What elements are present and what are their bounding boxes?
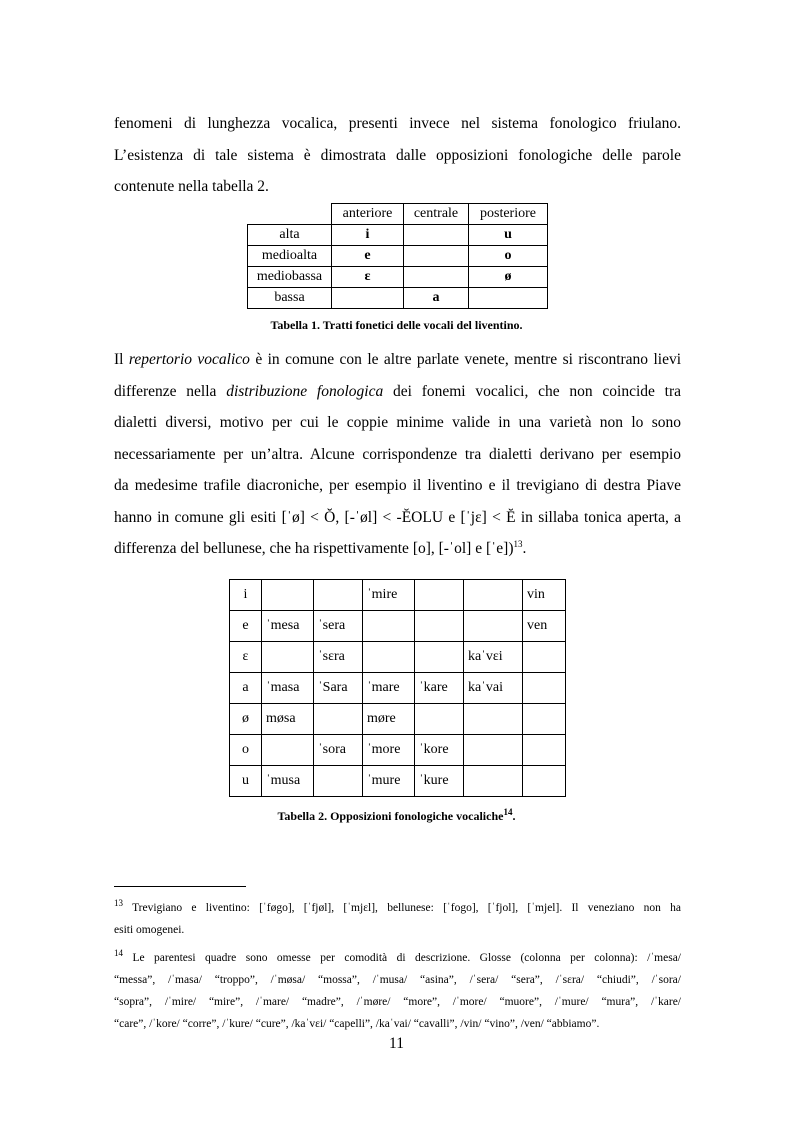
table-corner-cell (248, 204, 332, 225)
table-row (230, 735, 566, 766)
footnote-separator (114, 886, 246, 887)
table-cell: ven (523, 611, 566, 642)
table-cell (363, 642, 415, 673)
table-cell: ˈkare (415, 673, 464, 704)
vowel-cell: ɛ (230, 642, 262, 673)
column-header: centrale (404, 204, 469, 225)
vowel-cell: u (230, 766, 262, 797)
table-cell (469, 288, 548, 309)
table-cell: ˈmure (363, 766, 415, 797)
table-cell: ˈmusa (262, 766, 314, 797)
footnote-ref-14[interactable]: 14 (503, 807, 513, 817)
table-cell (404, 225, 469, 246)
text-run: . (522, 540, 527, 557)
footnote-number: 13 (114, 898, 123, 909)
vowel-features-table (247, 203, 548, 309)
table-cell: ˈmesa (262, 611, 314, 642)
table-row (248, 288, 548, 309)
column-header: posteriore (469, 204, 548, 225)
table-row (248, 267, 548, 288)
table-cell (523, 766, 566, 797)
table-cell: ˈsera (314, 611, 363, 642)
text-line: “messa”, /ˈmasa/ “troppo”, /ˈmøsa/ “mossa”, /ˈmusa/ “asina”, /ˈsera/ “sera”, /ˈsɛra/ “chiudi”, /ˈsora/ (114, 974, 681, 986)
text-line: “care”, /ˈkore/ “corre”, /ˈkure/ “cure”, /kaˈvɛi/ “capelli”, /kaˈvai/ “cavalli”, /vin/ “vino”, /ven/ “abbiamo”. (114, 1018, 600, 1030)
text-line (114, 897, 681, 919)
table-cell (464, 704, 523, 735)
paragraph-2 (114, 344, 681, 565)
text-line: fenomeni di lunghezza vocalica, presenti invece nel sistema fonologico friulano. (114, 115, 681, 132)
table-cell: ˈsɛra (314, 642, 363, 673)
text-line: esiti omogenei. (114, 924, 185, 936)
table-cell (314, 704, 363, 735)
table-cell: vin (523, 580, 566, 611)
text-line: necessariamente per un’altra. Alcune corrispondenze tra dialetti derivano per esempio (114, 445, 681, 463)
table-row (230, 611, 566, 642)
table-cell: ˈmare (363, 673, 415, 704)
table-1-caption: Tabella 1. Tratti fonetici delle vocali del liventino. (270, 318, 523, 332)
text-line (114, 533, 681, 565)
text-line: L’esistenza di tale sistema è dimostrata dalle opposizioni fonologiche delle parole (114, 146, 681, 164)
table-cell (415, 704, 464, 735)
table-header-row (248, 204, 548, 225)
table-row (230, 704, 566, 735)
text-run: Le parentesi quadre sono omesse per comodità di descrizione. Glosse (colonna per colonna): /ˈmesa/ (132, 952, 681, 964)
footnote-14 (114, 947, 681, 1035)
row-header: bassa (248, 288, 332, 309)
text-line: da medesime trafile diacroniche, per esempio il liventino e il trevigiano di destra Piave (114, 477, 681, 494)
vowel-cell: a (230, 673, 262, 704)
italic-term: distribuzione fonologica (226, 382, 384, 400)
table-cell (464, 611, 523, 642)
caption-text: Tabella 2. Opposizioni fonologiche vocaliche (277, 809, 504, 823)
text-line (114, 947, 681, 969)
table-cell (262, 735, 314, 766)
table-cell (332, 288, 404, 309)
table-cell: i (332, 225, 404, 246)
table-row (248, 225, 548, 246)
table-cell (523, 704, 566, 735)
table-cell (314, 766, 363, 797)
table-row (230, 580, 566, 611)
table-cell (523, 673, 566, 704)
table-cell: ˈmasa (262, 673, 314, 704)
table-row (230, 766, 566, 797)
table-cell: ɛ (332, 267, 404, 288)
footnote-number: 14 (114, 948, 123, 959)
text-run: differenza del bellunese, che ha rispettivamente [o], [-ˈol] e [ˈe]) (114, 540, 514, 557)
row-header: alta (248, 225, 332, 246)
table-cell: ˈsora (314, 735, 363, 766)
text-run: Trevigiano e liventino: [ˈføgo], [ˈfjøl], [ˈmjɛl], bellunese: [ˈfogo], [ˈfjol], [ˈmjel]. Il veneziano non ha (132, 902, 681, 914)
table-cell: kaˈvai (464, 673, 523, 704)
text-line (114, 376, 681, 408)
table-cell (415, 611, 464, 642)
table-cell (262, 580, 314, 611)
table-cell (363, 611, 415, 642)
table-cell: møre (363, 704, 415, 735)
table-cell: a (404, 288, 469, 309)
table-cell (523, 642, 566, 673)
table-cell (523, 735, 566, 766)
table-cell (464, 766, 523, 797)
column-header: anteriore (332, 204, 404, 225)
text-run: dei fonemi vocalici, che non coincide tra (383, 382, 682, 400)
table-cell (314, 580, 363, 611)
italic-term: repertorio vocalico (128, 351, 250, 368)
footnote-13 (114, 897, 681, 941)
text-line: dialetti diversi, motivo per cui le coppie minime valide in una varietà non lo sono (114, 414, 681, 431)
text-run: è in comune con le altre parlate venete, mentre si riscontrano lievi (249, 351, 682, 368)
table-row (248, 246, 548, 267)
table-2-caption (200, 809, 593, 824)
table-cell (404, 246, 469, 267)
row-header: mediobassa (248, 267, 332, 288)
table-cell: e (332, 246, 404, 267)
vowel-cell: o (230, 735, 262, 766)
text-line: contenute nella tabella 2. (114, 178, 269, 195)
table-row (230, 673, 566, 704)
table-cell: ˈmore (363, 735, 415, 766)
table-row (230, 642, 566, 673)
vowel-cell: e (230, 611, 262, 642)
vowel-cell: ø (230, 704, 262, 735)
text-run: Il (114, 351, 129, 368)
table-cell: ˈmire (363, 580, 415, 611)
text-line: “sopra”, /ˈmire/ “mire”, /ˈmare/ “madre”, /ˈmøre/ “more”, /ˈmore/ “muore”, /ˈmure/ “mura”, /ˈkare/ (114, 996, 681, 1008)
table-cell (415, 580, 464, 611)
text-line: hanno in comune gli esiti [ˈø] < Ŏ, [-ˈøl] < -ĔOLU e [ˈjɛ] < Ĕ in sillaba tonica aperta, a (114, 508, 681, 526)
table-cell: kaˈvɛi (464, 642, 523, 673)
row-header: medioalta (248, 246, 332, 267)
table-cell (464, 580, 523, 611)
text-run: differenze nella (114, 382, 227, 400)
table-cell: ˈkore (415, 735, 464, 766)
table-cell: ø (469, 267, 548, 288)
table-cell (404, 267, 469, 288)
table-cell: ˈSara (314, 673, 363, 704)
table-cell: ˈkure (415, 766, 464, 797)
table-cell (464, 735, 523, 766)
footnote-ref-13[interactable]: 13 (513, 538, 523, 549)
phonological-oppositions-table (229, 579, 566, 797)
text-line (114, 344, 681, 376)
table-cell (262, 642, 314, 673)
table-cell: u (469, 225, 548, 246)
table-cell (415, 642, 464, 673)
paragraph-1 (114, 108, 681, 203)
page-number: 11 (389, 1035, 404, 1052)
vowel-cell: i (230, 580, 262, 611)
caption-text-end: . (512, 809, 516, 823)
table-cell: møsa (262, 704, 314, 735)
table-cell: o (469, 246, 548, 267)
